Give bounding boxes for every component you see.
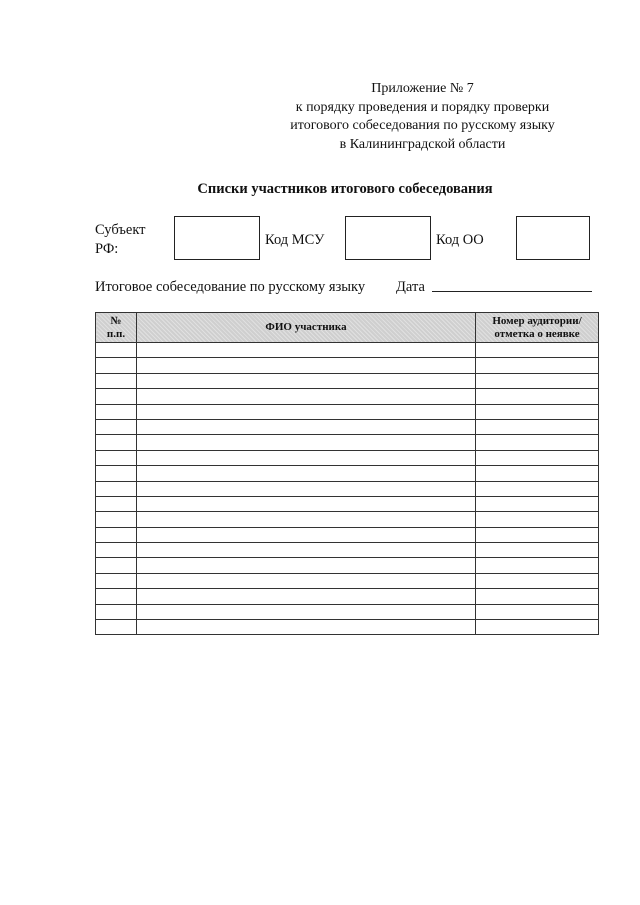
cell-room[interactable]	[476, 543, 599, 558]
cell-name[interactable]	[137, 589, 476, 604]
subject-code-box[interactable]	[174, 216, 260, 260]
oo-code-box[interactable]	[516, 216, 590, 260]
cell-name[interactable]	[137, 573, 476, 588]
exam-name: Итоговое собеседование по русскому языку	[95, 279, 366, 295]
cell-number[interactable]	[96, 512, 137, 527]
table-row	[96, 419, 599, 434]
col-number-line2: п.п.	[106, 327, 126, 340]
cell-room[interactable]	[476, 435, 599, 450]
cell-name[interactable]	[137, 496, 476, 511]
date-field[interactable]	[432, 291, 592, 292]
cell-name[interactable]	[137, 481, 476, 496]
msu-code-label: Код МСУ	[265, 232, 325, 248]
appendix-line-4: в Калининградской области	[339, 136, 506, 152]
cell-room[interactable]	[476, 512, 599, 527]
cell-number[interactable]	[96, 435, 137, 450]
cell-room[interactable]	[476, 604, 599, 619]
col-room-header	[476, 313, 599, 343]
cell-number[interactable]	[96, 343, 137, 358]
cell-number[interactable]	[96, 358, 137, 373]
table-row	[96, 558, 599, 573]
cell-number[interactable]	[96, 450, 137, 465]
table-row	[96, 343, 599, 358]
col-name-header: ФИО участника	[137, 313, 476, 343]
cell-number[interactable]	[96, 573, 137, 588]
table-header-row	[96, 313, 599, 343]
cell-room[interactable]	[476, 620, 599, 635]
cell-room[interactable]	[476, 358, 599, 373]
cell-room[interactable]	[476, 558, 599, 573]
cell-name[interactable]	[137, 512, 476, 527]
cell-number[interactable]	[96, 404, 137, 419]
cell-room[interactable]	[476, 389, 599, 404]
cell-number[interactable]	[96, 481, 137, 496]
cell-name[interactable]	[137, 620, 476, 635]
cell-name[interactable]	[137, 435, 476, 450]
cell-room[interactable]	[476, 527, 599, 542]
cell-number[interactable]	[96, 558, 137, 573]
appendix-line-2: к порядку проведения и порядку проверки	[295, 99, 550, 115]
cell-number[interactable]	[96, 389, 137, 404]
cell-number[interactable]	[96, 527, 137, 542]
cell-room[interactable]	[476, 481, 599, 496]
cell-room[interactable]	[476, 404, 599, 419]
cell-number[interactable]	[96, 620, 137, 635]
cell-name[interactable]	[137, 373, 476, 388]
table-row	[96, 620, 599, 635]
table-row	[96, 589, 599, 604]
subject-label-line2: РФ:	[95, 241, 119, 257]
cell-room[interactable]	[476, 450, 599, 465]
cell-number[interactable]	[96, 604, 137, 619]
cell-name[interactable]	[137, 358, 476, 373]
cell-room[interactable]	[476, 419, 599, 434]
cell-number[interactable]	[96, 496, 137, 511]
table-body	[96, 343, 599, 635]
cell-name[interactable]	[137, 419, 476, 434]
table-row	[96, 527, 599, 542]
cell-number[interactable]	[96, 373, 137, 388]
oo-code-label: Код ОО	[436, 232, 484, 248]
table-row	[96, 481, 599, 496]
cell-number[interactable]	[96, 543, 137, 558]
cell-room[interactable]	[476, 589, 599, 604]
cell-number[interactable]	[96, 466, 137, 481]
table-row	[96, 543, 599, 558]
cell-room[interactable]	[476, 496, 599, 511]
col-number-header	[96, 313, 137, 343]
cell-name[interactable]	[137, 389, 476, 404]
table-row	[96, 466, 599, 481]
table-row	[96, 358, 599, 373]
document-title: Списки участников итогового собеседования	[197, 181, 493, 197]
appendix-block	[250, 80, 595, 154]
cell-name[interactable]	[137, 604, 476, 619]
cell-number[interactable]	[96, 419, 137, 434]
appendix-line-3: итогового собеседования по русскому языку	[290, 118, 555, 133]
table-row	[96, 496, 599, 511]
col-room-line1: Номер аудитории/	[492, 314, 582, 327]
cell-room[interactable]	[476, 466, 599, 481]
table-row	[96, 435, 599, 450]
cell-room[interactable]	[476, 343, 599, 358]
cell-name[interactable]	[137, 466, 476, 481]
table-row	[96, 604, 599, 619]
table-row	[96, 512, 599, 527]
cell-name[interactable]	[137, 527, 476, 542]
table-row	[96, 404, 599, 419]
cell-room[interactable]	[476, 573, 599, 588]
cell-name[interactable]	[137, 543, 476, 558]
col-room-line2: отметка о неявке	[494, 327, 580, 340]
participants-table	[95, 312, 599, 635]
date-label: Дата	[396, 279, 425, 295]
cell-room[interactable]	[476, 373, 599, 388]
cell-number[interactable]	[96, 589, 137, 604]
cell-name[interactable]	[137, 450, 476, 465]
table-row	[96, 450, 599, 465]
table-row	[96, 373, 599, 388]
col-number-line1: №	[110, 314, 122, 327]
appendix-number: Приложение № 7	[371, 81, 474, 96]
cell-name[interactable]	[137, 343, 476, 358]
table-row	[96, 573, 599, 588]
subject-label-line1: Субъект	[95, 222, 146, 238]
cell-name[interactable]	[137, 404, 476, 419]
msu-code-box[interactable]	[345, 216, 431, 260]
table-row	[96, 389, 599, 404]
cell-name[interactable]	[137, 558, 476, 573]
